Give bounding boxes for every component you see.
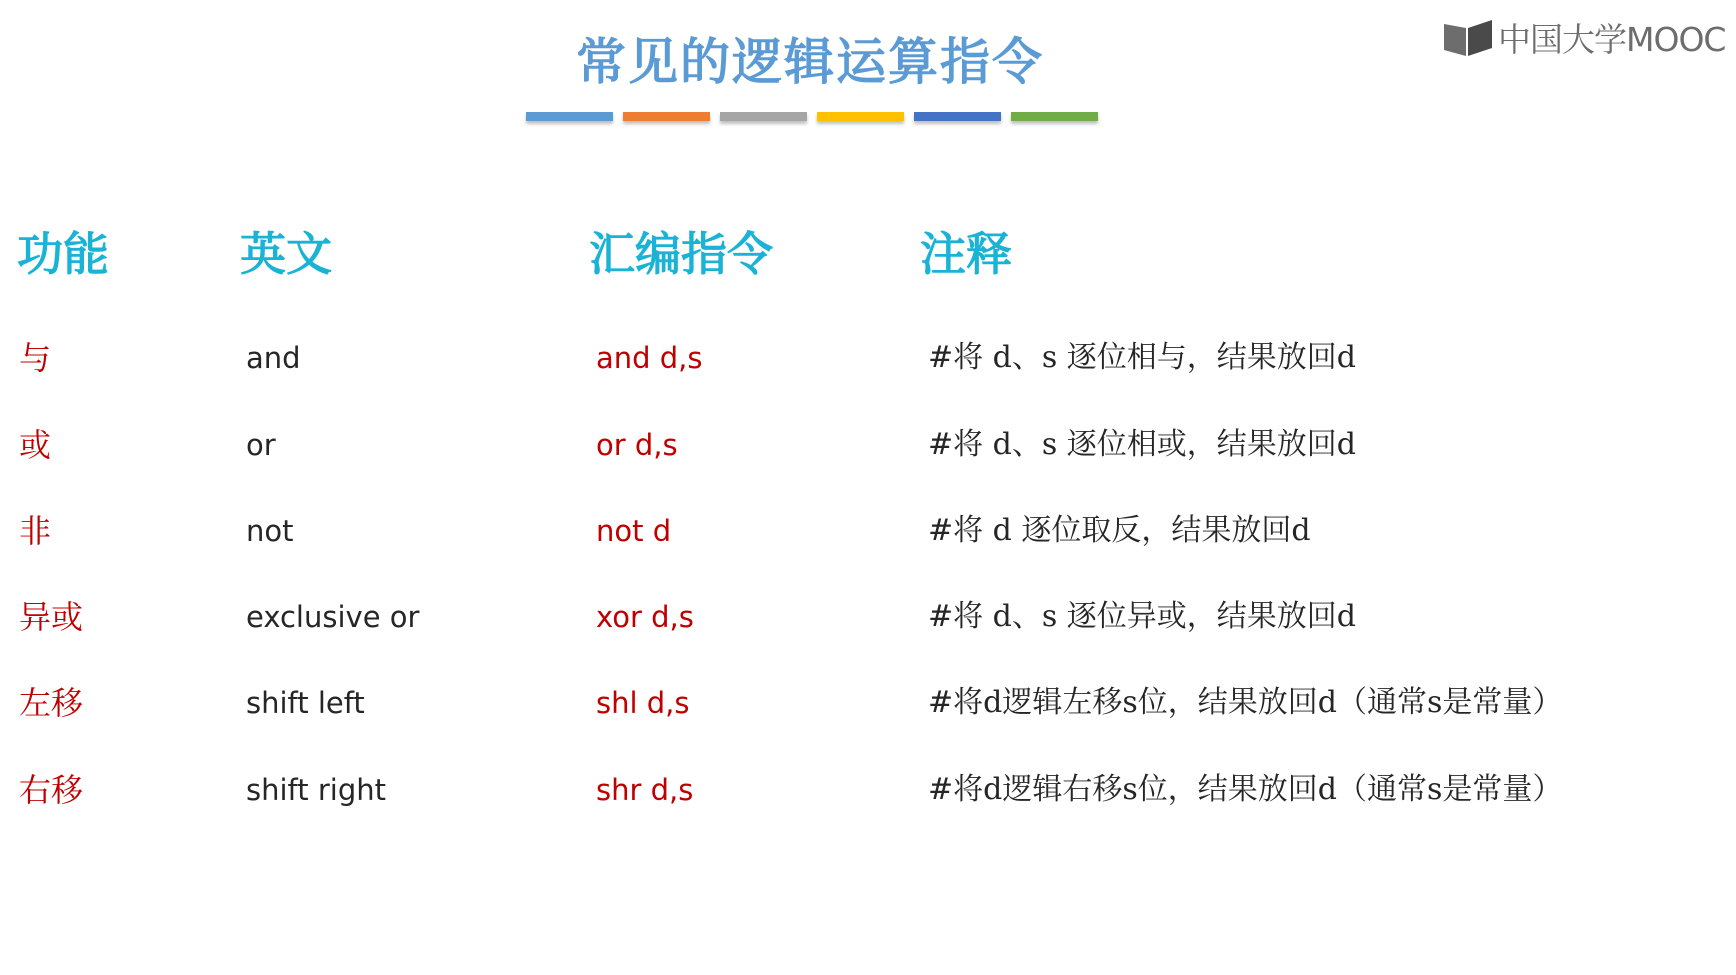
table-row bbox=[0, 509, 1736, 559]
english-cell: shift left bbox=[246, 686, 365, 720]
table-row bbox=[0, 595, 1736, 645]
note-cell: #将 d 逐位取反，结果放回d bbox=[928, 513, 1311, 548]
header-note: 注释 bbox=[920, 227, 1012, 281]
mooc-logo bbox=[1442, 14, 1725, 61]
english-cell: or bbox=[246, 428, 276, 462]
logo-text: 中国大学MOOC bbox=[1498, 20, 1726, 59]
assembly-cell: or d,s bbox=[596, 428, 678, 462]
header-assembly: 汇编指令 bbox=[589, 227, 773, 281]
color-bar-segment bbox=[623, 112, 710, 121]
function-cell: 左移 bbox=[19, 684, 84, 722]
slide-title: 常见的逻辑运算指令 bbox=[576, 32, 1044, 91]
header-english: 英文 bbox=[240, 227, 332, 281]
assembly-cell: not d bbox=[596, 514, 672, 548]
color-bar-segment bbox=[720, 112, 807, 121]
note-cell: #将d逻辑左移s位，结果放回d（通常s是常量） bbox=[928, 685, 1563, 720]
function-cell: 或 bbox=[19, 426, 52, 464]
assembly-cell: shr d,s bbox=[596, 773, 694, 807]
assembly-cell: xor d,s bbox=[596, 600, 694, 634]
assembly-cell: and d,s bbox=[596, 341, 703, 375]
assembly-cell: shl d,s bbox=[596, 686, 690, 720]
table-row bbox=[0, 336, 1736, 386]
color-bar-segment bbox=[1011, 112, 1098, 121]
english-cell: not bbox=[246, 514, 294, 548]
color-bar-segment bbox=[817, 112, 904, 121]
function-cell: 非 bbox=[19, 512, 52, 550]
table-row bbox=[0, 681, 1736, 731]
english-cell: shift right bbox=[246, 773, 386, 807]
note-cell: #将 d、s 逐位相或，结果放回d bbox=[928, 427, 1357, 462]
open-book-icon bbox=[1442, 18, 1494, 58]
english-cell: and bbox=[246, 341, 301, 375]
english-cell: exclusive or bbox=[246, 600, 420, 634]
note-cell: #将d逻辑右移s位，结果放回d（通常s是常量） bbox=[928, 772, 1563, 807]
table-header bbox=[0, 218, 1736, 288]
header-function: 功能 bbox=[17, 227, 109, 281]
table-row bbox=[0, 768, 1736, 818]
function-cell: 异或 bbox=[19, 598, 84, 636]
note-cell: #将 d、s 逐位异或，结果放回d bbox=[928, 599, 1357, 634]
table-row bbox=[0, 423, 1736, 473]
color-bar-segment bbox=[914, 112, 1001, 121]
title-color-bar bbox=[526, 112, 1098, 121]
function-cell: 右移 bbox=[19, 771, 84, 809]
function-cell: 与 bbox=[19, 339, 52, 377]
note-cell: #将 d、s 逐位相与，结果放回d bbox=[928, 340, 1357, 375]
color-bar-segment bbox=[526, 112, 613, 121]
